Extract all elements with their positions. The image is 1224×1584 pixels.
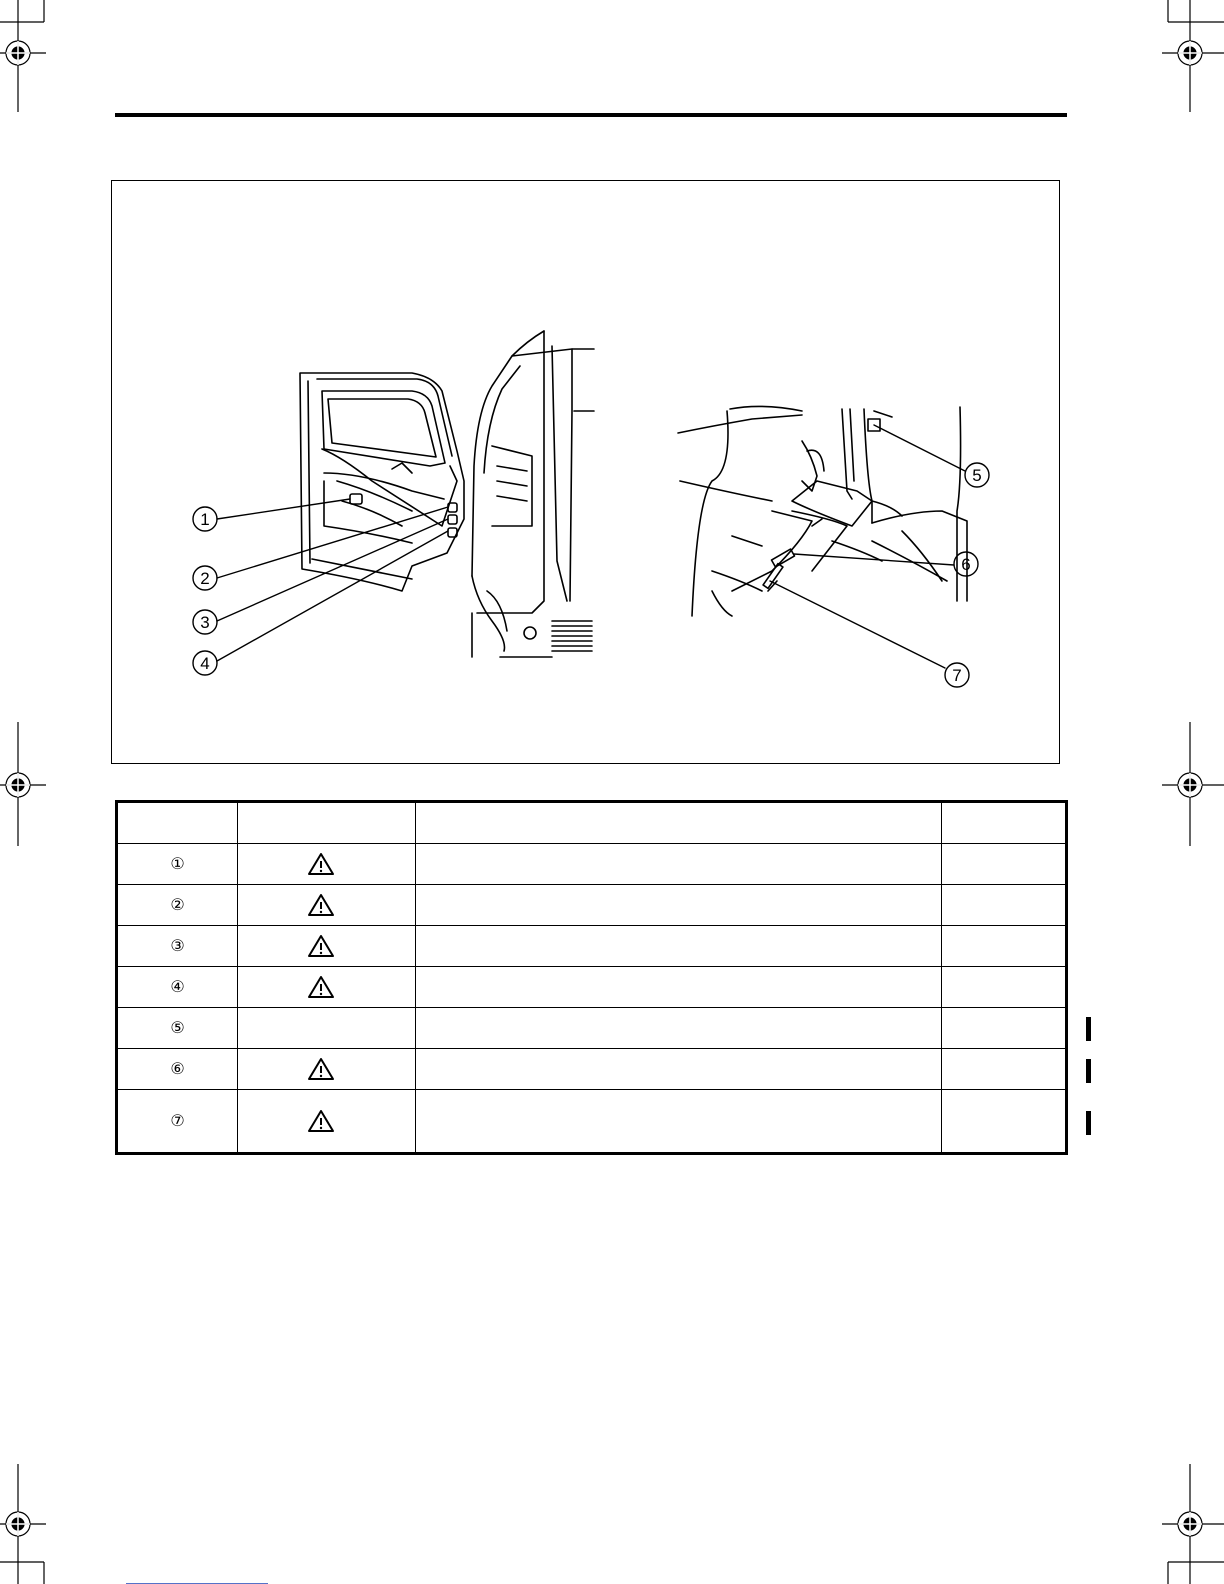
row-page	[942, 926, 1067, 967]
row-number: ⑦	[117, 1090, 238, 1154]
callout-5: 5	[972, 466, 982, 485]
table-row	[117, 1049, 1067, 1090]
row-number: ①	[117, 844, 238, 885]
row-description	[416, 926, 942, 967]
row-number: ⑤	[117, 1008, 238, 1049]
table-row	[117, 844, 1067, 885]
row-description	[416, 1049, 942, 1090]
row-description	[416, 967, 942, 1008]
row-page	[942, 885, 1067, 926]
callout-2: 2	[200, 569, 210, 588]
cab-body-illustration	[472, 331, 594, 657]
label-table	[115, 800, 1068, 1155]
row-symbol	[238, 844, 416, 885]
row-symbol	[238, 1008, 416, 1049]
warning-triangle-icon	[307, 852, 335, 876]
callout-7: 7	[952, 666, 962, 685]
row-symbol	[238, 1090, 416, 1154]
side-tab-marker	[1086, 1017, 1091, 1041]
side-tab-marker	[1086, 1059, 1091, 1083]
row-page	[942, 1049, 1067, 1090]
callout-6: 6	[961, 555, 971, 574]
header-symbol	[238, 802, 416, 844]
table-row	[117, 926, 1067, 967]
row-page	[942, 967, 1067, 1008]
row-page	[942, 844, 1067, 885]
row-symbol	[238, 967, 416, 1008]
callout-4: 4	[200, 654, 210, 673]
warning-triangle-icon	[307, 1109, 335, 1133]
row-number: ③	[117, 926, 238, 967]
row-description	[416, 844, 942, 885]
header-rule	[115, 113, 1067, 117]
row-description	[416, 885, 942, 926]
table-header-row	[117, 802, 1067, 844]
door-illustration	[300, 373, 464, 591]
step-illustration	[678, 406, 967, 616]
truck-cab-illustration	[112, 181, 1061, 765]
callout-circles	[193, 463, 989, 687]
row-description	[416, 1008, 942, 1049]
warning-triangle-icon	[307, 934, 335, 958]
table-row	[117, 1008, 1067, 1049]
header-no	[117, 802, 238, 844]
row-symbol	[238, 885, 416, 926]
callout-1: 1	[200, 510, 210, 529]
warning-triangle-icon	[307, 975, 335, 999]
side-tab-marker	[1086, 1111, 1091, 1135]
warning-triangle-icon	[307, 1057, 335, 1081]
row-symbol	[238, 1049, 416, 1090]
callout-3: 3	[200, 613, 210, 632]
table-row	[117, 967, 1067, 1008]
header-description	[416, 802, 942, 844]
row-symbol	[238, 926, 416, 967]
row-number: ⑥	[117, 1049, 238, 1090]
row-page	[942, 1090, 1067, 1154]
row-number: ②	[117, 885, 238, 926]
warning-triangle-icon	[307, 893, 335, 917]
header-page	[942, 802, 1067, 844]
row-page	[942, 1008, 1067, 1049]
table-row	[117, 885, 1067, 926]
row-description	[416, 1090, 942, 1154]
table-row	[117, 1090, 1067, 1154]
row-number: ④	[117, 967, 238, 1008]
label-location-figure	[111, 180, 1060, 764]
